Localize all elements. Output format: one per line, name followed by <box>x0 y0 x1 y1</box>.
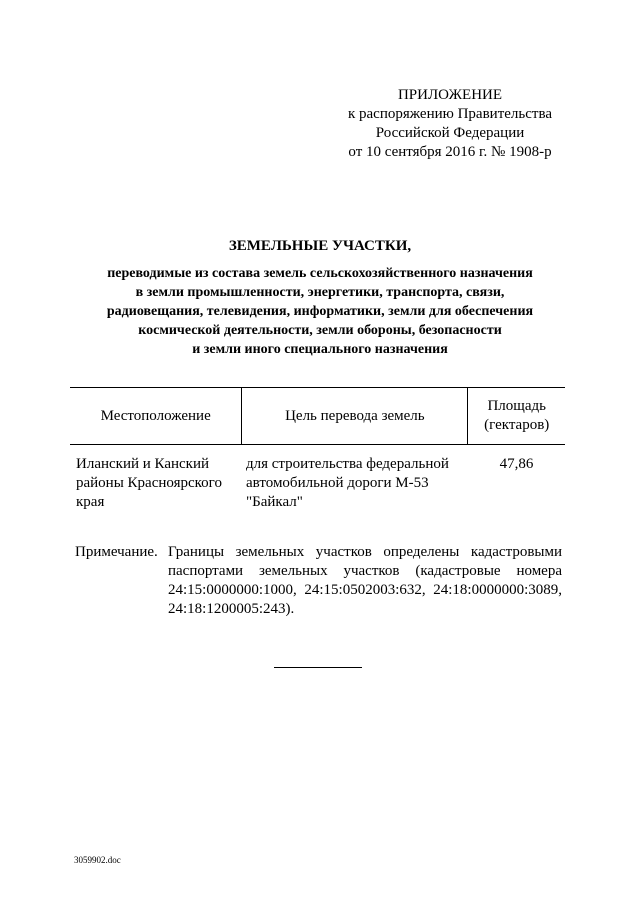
header-area: Площадь (гектаров) <box>467 388 565 444</box>
subtitle-line: космической деятельности, земли обороны, безопасности <box>138 323 502 338</box>
note-block <box>75 543 562 619</box>
document-file-reference: 3059902.doc <box>74 855 121 865</box>
separator-line <box>274 667 362 668</box>
subtitle-line: и земли иного специального назначения <box>192 342 448 357</box>
cell-location: Иланский и Канский районы Красноярского края <box>76 456 222 510</box>
appendix-date-number: от 10 сентября 2016 г. № 1908-р <box>348 144 552 160</box>
document-title: ЗЕМЕЛЬНЫЕ УЧАСТКИ, <box>228 238 412 254</box>
cell-area: 47,86 <box>499 456 534 472</box>
appendix-header <box>330 86 570 162</box>
land-plots-table <box>70 387 565 512</box>
document-subtitle <box>70 264 570 359</box>
header-purpose: Цель перевода земель <box>241 388 467 444</box>
note-label: Примечание. <box>75 544 158 560</box>
appendix-title: ПРИЛОЖЕНИЕ <box>397 87 503 103</box>
document-title-block <box>70 236 570 359</box>
cell-purpose: для строительства федеральной автомобильной дороги М-53 "Байкал" <box>246 456 449 510</box>
subtitle-line: переводимые из состава земель сельскохозяйственного назначения <box>107 266 533 281</box>
appendix-line: к распоряжению Правительства <box>347 106 552 122</box>
subtitle-line: радиовещания, телевидения, информатики, земли для обеспечения <box>106 304 534 319</box>
subtitle-line: в земли промышленности, энергетики, транспорта, связи, <box>135 285 505 300</box>
appendix-line: Российской Федерации <box>375 125 525 141</box>
header-location: Местоположение <box>100 407 211 424</box>
table-row <box>70 445 565 512</box>
note-text: Границы земельных участков определены кадастровыми паспортами земельных участков (кадастровые номера 24:15:0000000:1000, 24:15:0502003:632, 24:18:0000000:3089, 24:18:1200005:243). <box>168 544 562 617</box>
table-header <box>70 387 565 445</box>
